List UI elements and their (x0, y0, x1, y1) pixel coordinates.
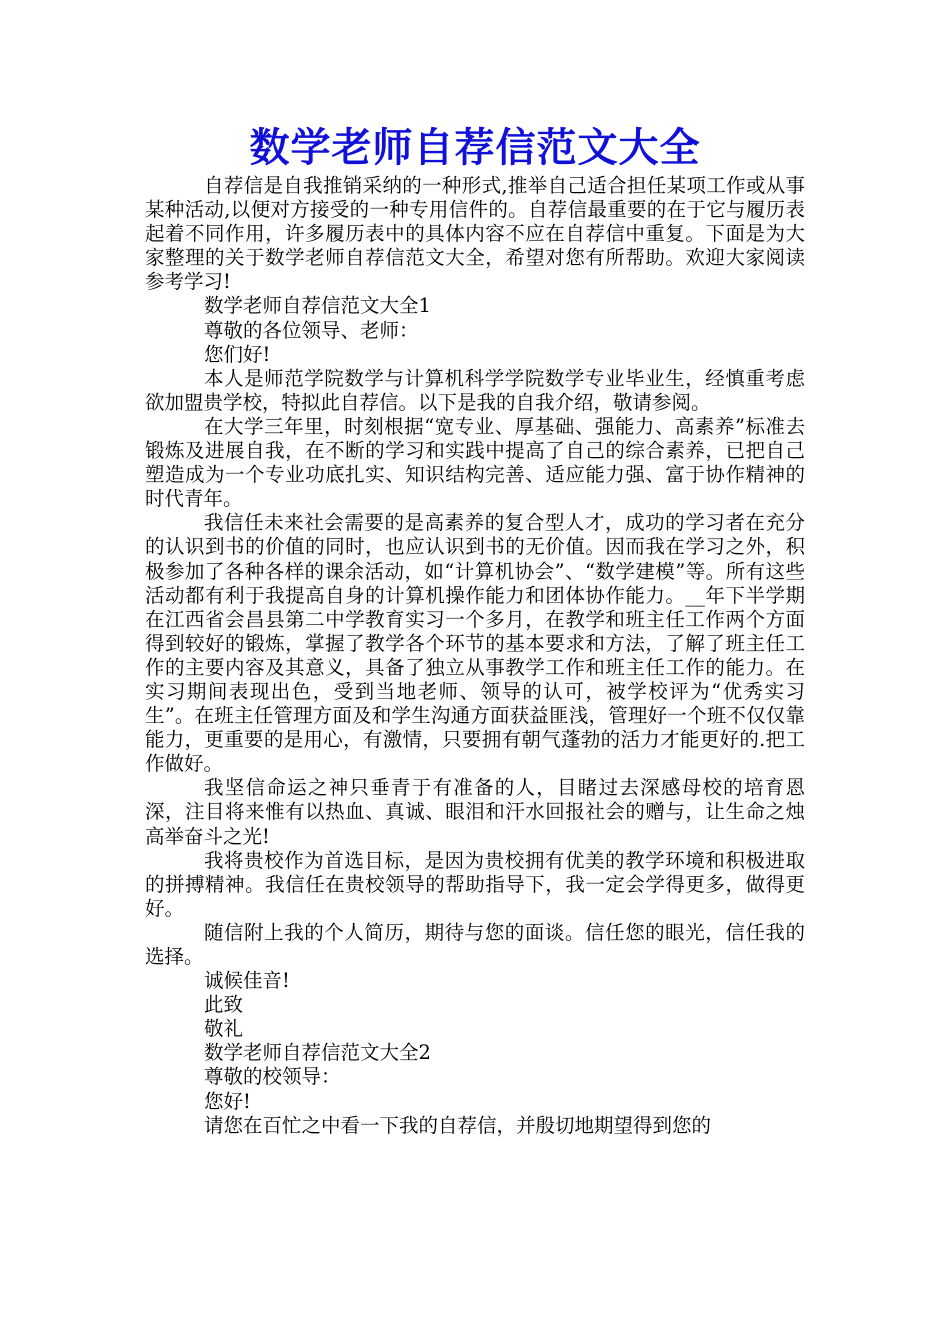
salutation: 尊敬的各位领导、老师： (204, 318, 419, 342)
body-paragraph: 随信附上我的个人简历，期待与您的面谈。信任您的眼光，信任我的选择。 (145, 920, 805, 968)
document-title: 数学老师自荐信范文大全 (249, 125, 701, 171)
document-body (145, 174, 805, 1138)
closing-line: 此致 (204, 993, 244, 1017)
section-heading-1: 数学老师自荐信范文大全1 (204, 294, 431, 318)
intro-paragraph: 自荐信是自我推销采纳的一种形式,推举自己适合担任某项工作或从事某种活动,以便对方接受的一种专用信件的。自荐信最重要的在于它与履历表起着不同作用，许多履历表中的具体内容不应在自荐信中重复。下面是为大家整理的关于数学老师自荐信范文大全，希望对您有所帮助。欢迎大家阅读参考学习! (145, 174, 805, 294)
section-heading-2: 数学老师自荐信范文大全2 (204, 1041, 431, 1065)
body-paragraph: 请您在百忙之中看一下我的自荐信，并殷切地期望得到您的 (204, 1113, 712, 1137)
body-paragraph: 我坚信命运之神只垂青于有准备的人，目睹过去深感母校的培育恩深，注目将来惟有以热血、真诚、眼泪和汗水回报社会的赠与，让生命之烛高举奋斗之光! (145, 776, 805, 848)
greeting: 您们好! (204, 342, 271, 366)
body-paragraph: 本人是师范学院数学与计算机科学学院数学专业毕业生，经慎重考虑欲加盟贵学校，特拟此自荐信。以下是我的自我介绍，敬请参阅。 (145, 366, 805, 414)
salutation: 尊敬的校领导： (204, 1065, 341, 1089)
closing-line: 敬礼 (204, 1017, 244, 1041)
body-paragraph: 我信任未来社会需要的是高素养的复合型人才，成功的学习者在充分的认识到书的价值的同时，也应认识到书的无价值。因而我在学习之外，积极参加了各种各样的课余活动，如“计算机协会”、“数学建模”等。所有这些活动都有利于我提高自身的计算机操作能力和团体协作能力。__年下半学期在江西省会昌县第二中学教育实习一个多月，在教学和班主任工作两个方面得到较好的锻炼，掌握了教学各个环节的基本要求和方法，了解了班主任工作的主要内容及其意义，具备了独立从事教学工作和班主任工作的能力。在实习期间表现出色，受到当地老师、领导的认可，被学校评为“优秀实习生”。在班主任管理方面及和学生沟通方面获益匪浅，管理好一个班不仅仅靠能力，更重要的是用心，有激情，只要拥有朝气蓬勃的活力才能更好的.把工作做好。 (145, 511, 805, 776)
closing-line: 诚候佳音! (204, 969, 290, 993)
body-paragraph: 在大学三年里，时刻根据“宽专业、厚基础、强能力、高素养”标准去锻炼及进展自我，在不断的学习和实践中提高了自己的综合素养，已把自己塑造成为一个专业功底扎实、知识结构完善、适应能力强、富于协作精神的时代青年。 (145, 414, 805, 511)
body-paragraph: 我将贵校作为首选目标，是因为贵校拥有优美的教学环境和积极进取的拼搏精神。我信任在贵校领导的帮助指导下，我一定会学得更多，做得更好。 (145, 848, 805, 920)
greeting: 您好! (204, 1089, 251, 1113)
